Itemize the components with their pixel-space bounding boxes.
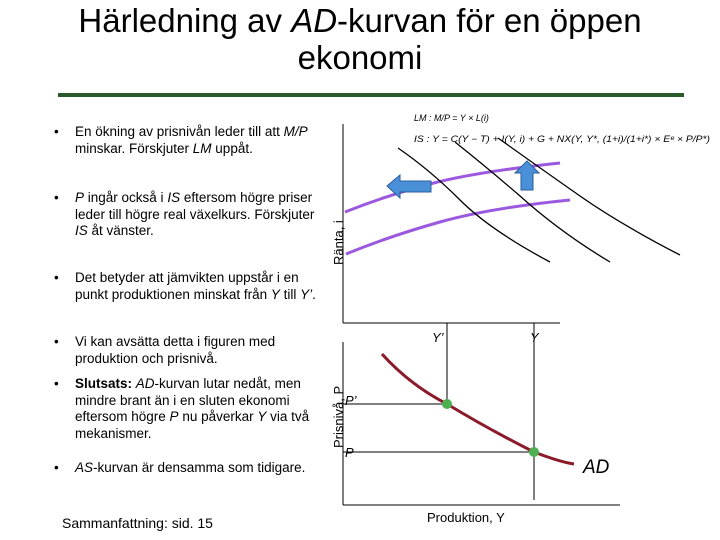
bullet-text: IS [75,223,88,238]
bullet-text: åt vänster. [87,223,154,238]
bullet-text: Y [270,286,280,302]
p-label: P [345,445,354,460]
bullet-text: P [169,409,179,424]
ad-curve [382,354,574,464]
equations [414,113,710,144]
top-y-axis-label: Ränta, i [331,220,346,265]
bullet-text: -kurvan är densamma som tidigare. [93,460,306,475]
footer-reference: Sammanfattning: sid. 15 [62,515,213,531]
title-line-1: Härledning av AD-kurvan för en öppen [78,2,642,39]
bullet-text: uppåt. [211,140,253,156]
bullet-text: AS [75,460,94,475]
bullet-text: IS [167,190,181,205]
is-curve-2 [455,142,610,262]
title-line-2: ekonomi [297,39,423,76]
bullet-text: nu påverkar [178,409,258,424]
ad-label: AD [583,457,610,478]
bullet-text: ingår också i [84,190,168,205]
lm-curve-shifted [346,200,570,254]
bullet-text: eftersom högre priser leder till högre real växelkurs. Förskjuter [75,190,315,222]
bullet-text: till [279,286,301,302]
y-prime-label: Y’ [432,330,444,345]
is-equation: IS : Y = C(Y − T) + I(Y, i) + G + NX(Y, Y*, (1+i)/(1+i*) × Eᵉ × P/P*) [414,134,710,144]
equilibrium-point-high-price [442,399,452,409]
bullet-text: via två mekanismer. [75,409,310,441]
bullet-text: M/P [283,124,308,139]
bullet-text: En ökning av prisnivån leder till att [75,124,284,139]
bullet-text: LM [192,140,212,156]
x-axis-label: Produktion, Y [427,510,505,525]
bullet-text: Y [257,409,267,424]
bullet-text: -kurvan lutar nedåt, men mindre brant än i en sluten ekonomi eftersom högre [75,376,301,424]
lm-equation: LM : M/P = Y × L(i) [414,113,489,123]
is-curve-3 [498,138,680,255]
bottom-y-axis-label: Prisnivå, P [331,385,346,448]
bullet-text: Slutsats: [75,376,133,391]
bullet-text: Vi kan avsätta detta i figuren med produktion och prisnivå. [75,334,276,366]
bullet-text: Y’ [300,286,313,302]
bullet-text: P [75,190,85,205]
equilibrium-point-low-price [529,447,539,457]
bullet-text: Det betyder att jämvikten uppstår i en punkt produktionen minskat från [75,270,299,302]
y-label: Y [530,330,539,345]
p-prime-label: P’ [345,393,357,408]
bullet-text: minskar. Förskjuter [75,140,193,156]
bullet-text: AD [135,376,155,391]
bullet-text: . [312,286,316,302]
